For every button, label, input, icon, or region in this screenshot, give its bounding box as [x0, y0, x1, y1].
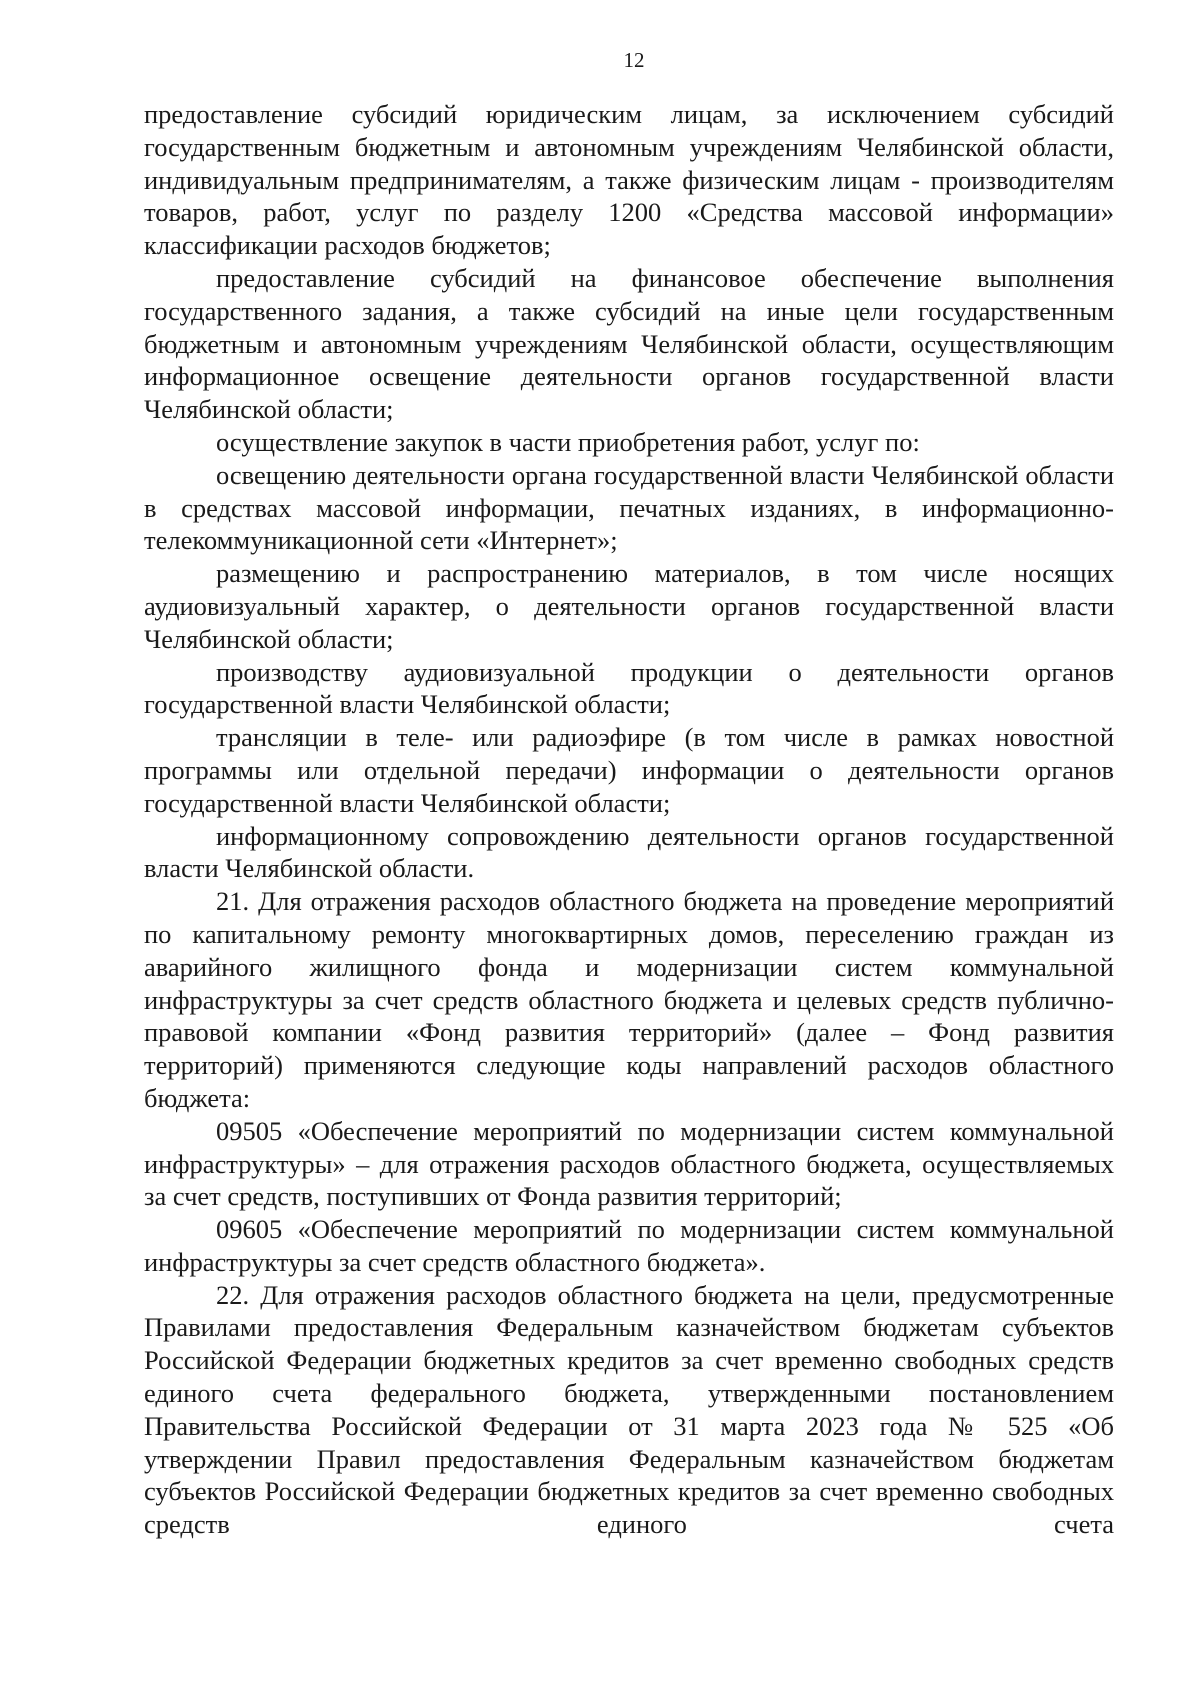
paragraph-audiovisual-production: производству аудиовизуальной продукции о деятельности органов государственной власти Челябинской области; — [144, 656, 1114, 720]
paragraph-code-09605: 09605 «Обеспечение мероприятий по модернизации систем коммунальной инфраструктуры за счет средств областного бюджета». — [144, 1214, 1114, 1277]
paragraph-code-09505: 09505 «Обеспечение мероприятий по модернизации систем коммунальной инфраструктуры» – для отражения расходов областного бюджета, осуществляемых за счет средств, поступивших от Фонда развития территорий; — [144, 1115, 1114, 1212]
paragraph-broadcasting: трансляции в теле- или радиоэфире (в том числе в рамках новостной программы или отдельной передачи) информации о деятельности органов государственной власти Челябинской области; — [144, 722, 1114, 818]
paragraph-section-22: 22. Для отражения расходов областного бюджета на цели, предусмотренные Правилами предоставления Федеральным казначейством бюджетам субъектов Российской Федерации бюджетных кредитов за счет временно свободных средств единого счета федерального бюджета, утвержденными постановлением Правительства Российской Федерации от 31 марта 2023 года № 525 «Об утверждении Правил предоставления Федеральным казначейством бюджетам субъектов Российской Федерации бюджетных кредитов за счет временно свободных средств единого счета — [144, 1279, 1114, 1540]
paragraph-procurement: осуществление закупок в части приобретения работ, услуг по: — [216, 426, 920, 457]
paragraph-section-21: 21. Для отражения расходов областного бюджета на проведение мероприятий по капитальному ремонту многоквартирных домов, переселению граждан из аварийного жилищного фонда и модернизации систем коммунальной инфраструктуры за счет средств областного бюджета и целевых средств публично-правовой компании «Фонд развития территорий» (далее – Фонд развития территорий) применяются следующие коды направлений расходов областного бюджета: — [144, 886, 1114, 1113]
paragraph-materials-distribution: размещению и распространению материалов, в том числе носящих аудиовизуальный характер, о деятельности органов государственной власти Челябинской области; — [144, 558, 1114, 654]
document-body — [144, 98, 1114, 1541]
paragraph-information-support: информационному сопровождению деятельности органов государственной власти Челябинской области. — [144, 820, 1114, 884]
paragraph-media-coverage: освещению деятельности органа государственной власти Челябинской области в средствах массовой информации, печатных изданиях, в информационно-телекоммуникационной сети «Интернет»; — [144, 459, 1114, 556]
page-number: 12 — [623, 48, 645, 72]
paragraph-subsidies-legal-entities: предоставление субсидий юридическим лицам, за исключением субсидий государственным бюджетным и автономным учреждениям Челябинской области, индивидуальным предпринимателям, а также физическим лицам - производителям товаров, работ, услуг по разделу 1200 «Средства массовой информации» классификации расходов бюджетов; — [144, 99, 1114, 261]
paragraph-subsidies-state-task: предоставление субсидий на финансовое обеспечение выполнения государственного задания, а также субсидий на иные цели государственным бюджетным и автономным учреждениям Челябинской области, осуществляющим информационное освещение деятельности органов государственной власти Челябинской области; — [144, 262, 1114, 425]
